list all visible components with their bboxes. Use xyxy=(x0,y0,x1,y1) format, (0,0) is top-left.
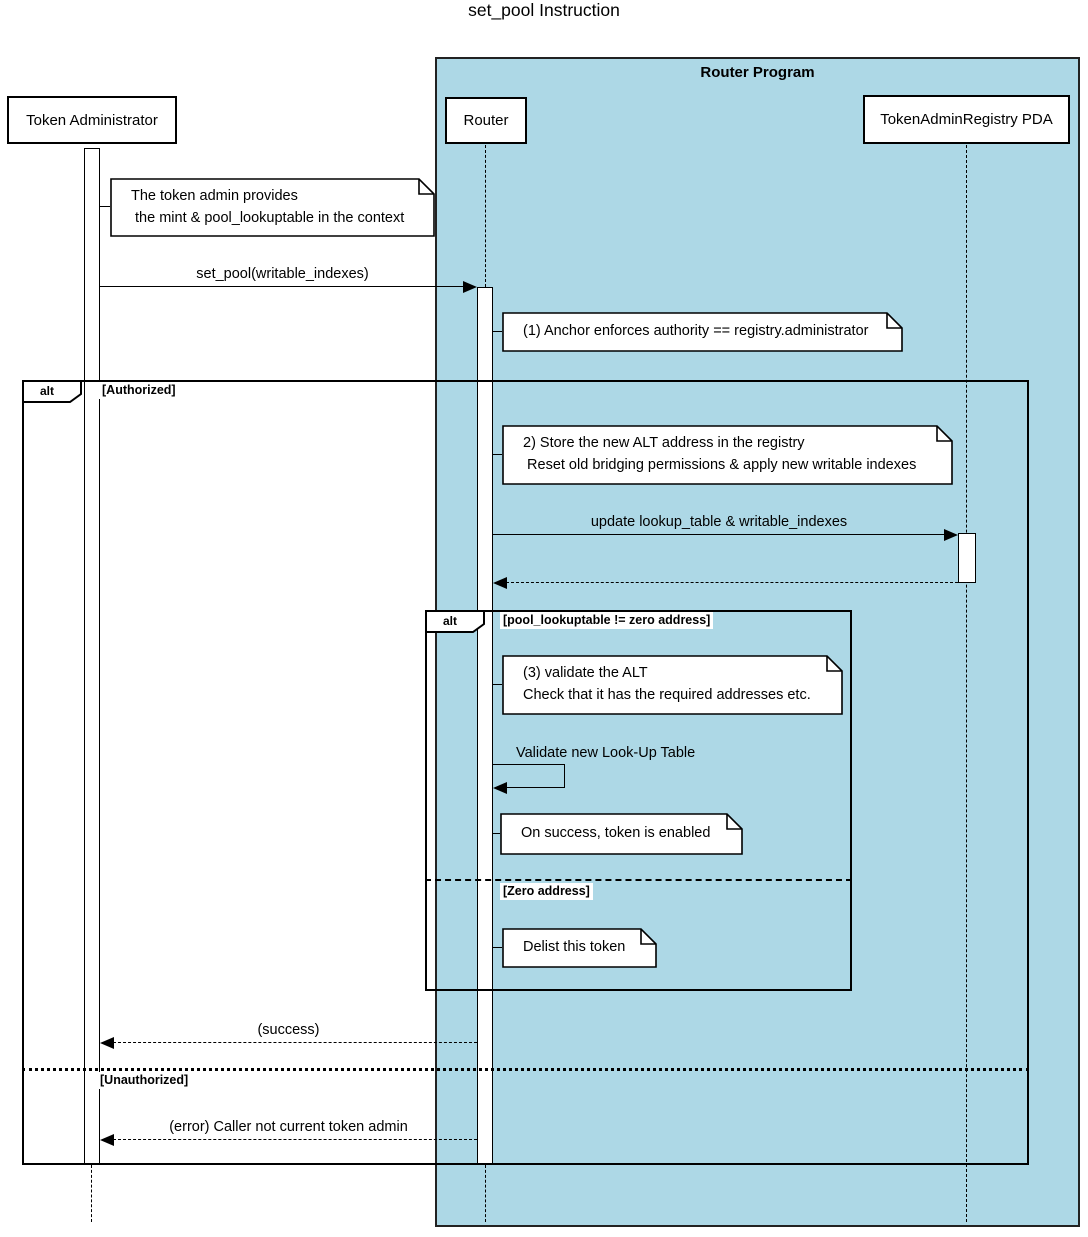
alt-inner-divider xyxy=(425,879,852,881)
note-validate-alt-line1: (3) validate the ALT xyxy=(523,665,648,682)
message-success-label: (success) xyxy=(257,1022,320,1038)
note-connector xyxy=(493,833,500,834)
message-update-label: update lookup_table & writable_indexes xyxy=(590,514,848,530)
arrowhead-right-icon xyxy=(944,529,958,541)
participant-router-label: Router xyxy=(463,112,509,129)
participant-token-admin-registry-pda xyxy=(863,95,1070,144)
arrowhead-left-icon xyxy=(100,1037,114,1049)
note-store-alt-line2: Reset old bridging permissions & apply new writable indexes xyxy=(523,457,917,473)
alt-inner-guard-zero-address: [Zero address] xyxy=(500,883,593,900)
note-delist-token-line1: Delist this token xyxy=(523,939,626,956)
alt-inner-operator-label: alt xyxy=(442,613,457,628)
note-connector xyxy=(493,684,502,685)
message-return-line xyxy=(506,582,958,583)
arrowhead-left-icon xyxy=(493,782,507,794)
note-validate-alt-line2: Check that it has the required addresses etc. xyxy=(523,687,811,703)
note-connector xyxy=(493,947,502,948)
alt-outer-divider xyxy=(22,1068,1029,1071)
note-context-line2: the mint & pool_lookuptable in the context xyxy=(131,209,405,226)
message-validate-self-bottom xyxy=(506,787,564,788)
note-anchor-enforces-line1: (1) Anchor enforces authority == registry.administrator xyxy=(523,323,869,340)
note-context xyxy=(110,178,435,237)
note-anchor-enforces xyxy=(502,312,903,352)
participant-token-administrator xyxy=(7,96,177,144)
arrowhead-right-icon xyxy=(463,281,477,293)
alt-inner-operator xyxy=(425,610,485,633)
alt-outer-operator-label: alt xyxy=(39,383,54,398)
note-delist-token xyxy=(502,928,657,968)
message-set-pool-label: set_pool(writable_indexes) xyxy=(196,266,369,282)
alt-outer-guard-authorized: [Authorized] xyxy=(99,382,179,399)
participant-token-administrator-label: Token Administrator xyxy=(26,111,158,129)
participant-router xyxy=(445,97,527,144)
message-error-line xyxy=(113,1139,477,1140)
participant-token-admin-registry-pda-label: TokenAdminRegistry PDA xyxy=(880,111,1053,128)
router-lifeline-bottom xyxy=(485,1165,486,1222)
arrowhead-left-icon xyxy=(493,577,507,589)
alt-outer-operator xyxy=(22,380,82,403)
note-on-success-line1: On success, token is enabled xyxy=(521,825,711,842)
note-store-alt xyxy=(502,425,953,485)
note-connector xyxy=(493,331,502,332)
note-store-alt-line1: 2) Store the new ALT address in the registry xyxy=(523,435,805,452)
token-admin-lifeline-bottom xyxy=(91,1165,92,1222)
message-error-label: (error) Caller not current token admin xyxy=(169,1119,408,1135)
alt-outer-guard-unauthorized: [Unauthorized] xyxy=(97,1072,191,1089)
note-validate-alt xyxy=(502,655,843,715)
alt-inner-guard-lookuptable: [pool_lookuptable != zero address] xyxy=(500,612,713,629)
arrowhead-left-icon xyxy=(100,1134,114,1146)
note-on-success xyxy=(500,813,743,855)
message-update-line xyxy=(493,534,945,535)
message-set-pool-line xyxy=(100,286,464,287)
note-connector xyxy=(100,206,110,207)
note-context-line1: The token admin provides xyxy=(131,187,298,204)
message-validate-self-top xyxy=(493,764,565,765)
message-validate-self-label: Validate new Look-Up Table xyxy=(516,745,696,761)
router-lifeline-top xyxy=(485,145,486,287)
diagram-title: set_pool Instruction xyxy=(468,0,620,20)
router-program-label: Router Program xyxy=(700,64,815,81)
note-connector xyxy=(493,454,502,455)
message-success-line xyxy=(113,1042,477,1043)
message-validate-self-side xyxy=(564,764,565,788)
